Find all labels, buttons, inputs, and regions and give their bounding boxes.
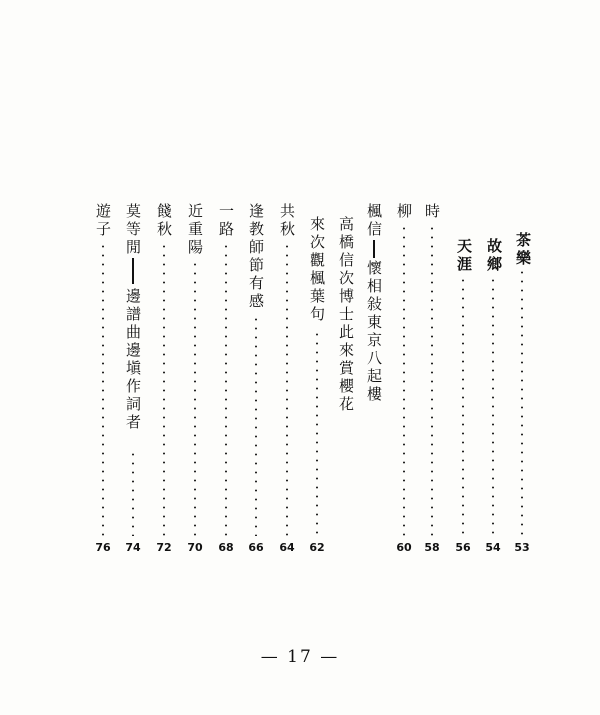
toc-leader-dots <box>403 224 405 536</box>
toc-entry-title: 共秋 <box>278 203 296 239</box>
toc-entry-title: 一路 <box>217 203 235 239</box>
toc-page-number: 62 <box>309 541 325 554</box>
toc-page-number: 58 <box>424 541 440 554</box>
toc-entry-subtitle: 懷相敍東京八起樓 <box>365 260 383 404</box>
toc-leader-dots <box>286 242 288 536</box>
toc-leader-dots <box>462 276 464 536</box>
toc-entry-title: 楓信 <box>365 203 383 239</box>
toc-entry-title: 近重陽 <box>186 203 204 257</box>
toc-leader-dots <box>194 260 196 536</box>
toc-entry-subtitle: 邊譜曲邊塡作詞者 <box>124 288 142 432</box>
toc-page-number: 60 <box>396 541 412 554</box>
toc-entry-title: 茶樂 <box>514 232 532 268</box>
toc-leader-dots <box>132 450 134 536</box>
toc-leader-dots <box>492 276 494 536</box>
toc-leader-dots <box>521 268 523 536</box>
toc-leader-dots <box>316 330 318 536</box>
toc-dash <box>132 258 134 284</box>
toc-page-number: 68 <box>218 541 234 554</box>
toc-entry-title: 天涯 <box>455 238 473 274</box>
toc-page-number: 76 <box>95 541 111 554</box>
toc-entry-title: 逢教師節有感 <box>247 203 265 311</box>
toc-leader-dots <box>431 224 433 536</box>
toc-page-number: 64 <box>279 541 295 554</box>
toc-entry-title: 故鄉 <box>485 238 503 274</box>
toc-page-number: 66 <box>248 541 264 554</box>
page-folio: — 17 — <box>260 647 340 667</box>
toc-page-number: 70 <box>187 541 203 554</box>
toc-leader-dots <box>255 315 257 536</box>
toc-page-number: 56 <box>455 541 471 554</box>
toc-entry-title: 遊子 <box>94 203 112 239</box>
toc-entry-title: 餞秋 <box>155 203 173 239</box>
toc-entry-subtitle: 高橋信次博士此來賞櫻花 <box>337 216 355 414</box>
toc-page-number: 72 <box>156 541 172 554</box>
toc-dash <box>373 240 375 258</box>
toc-entry-title: 時 <box>423 203 441 221</box>
toc-leader-dots <box>102 242 104 536</box>
toc-entry-subtitle: 來次觀楓葉句 <box>308 216 326 324</box>
toc-leader-dots <box>163 242 165 536</box>
toc-leader-dots <box>225 242 227 536</box>
toc-entry-title: 柳 <box>395 203 413 221</box>
toc-page-number: 53 <box>514 541 530 554</box>
toc-page-number: 74 <box>125 541 141 554</box>
toc-entry-title: 莫等閒 <box>124 203 142 257</box>
toc-page-number: 54 <box>485 541 501 554</box>
